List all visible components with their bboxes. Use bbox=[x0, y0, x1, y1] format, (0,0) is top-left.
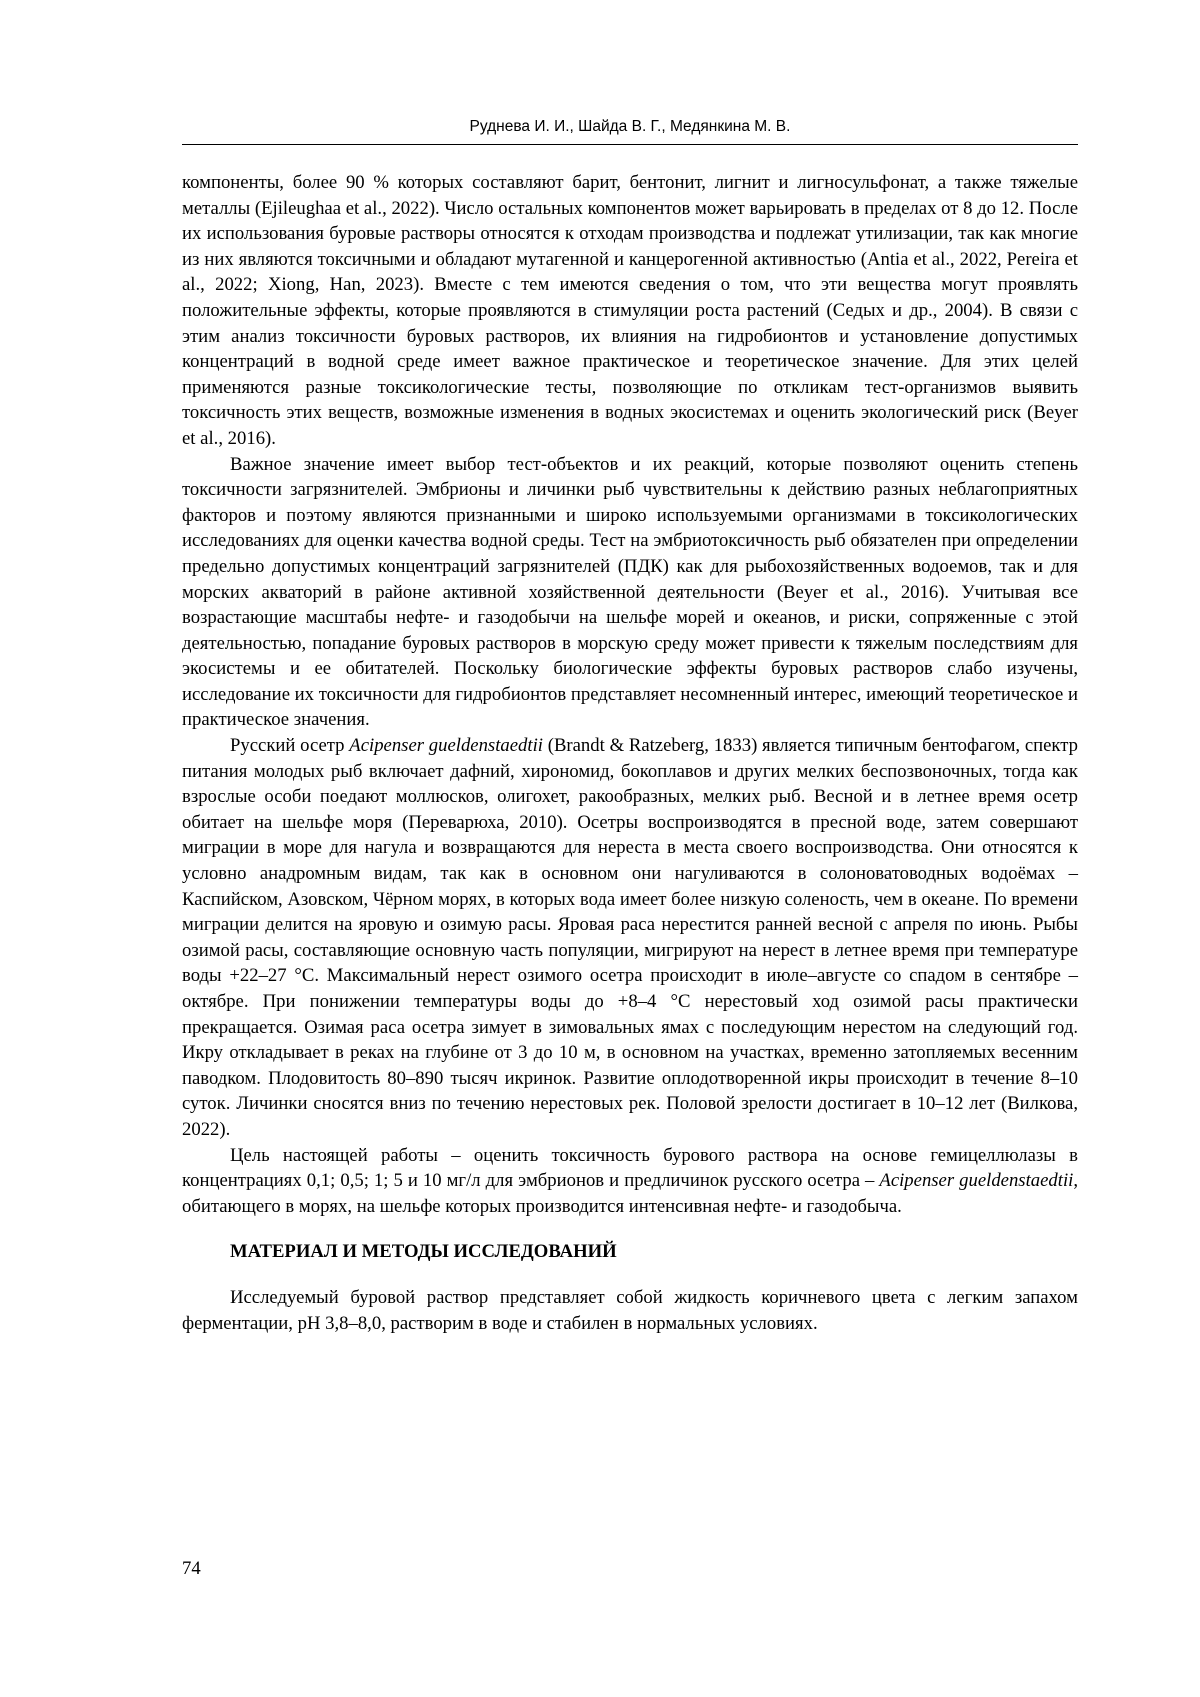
species-name: Acipenser gueldenstaedtii bbox=[349, 735, 543, 757]
paragraph-russian-sturgeon bbox=[182, 733, 1078, 1143]
paragraph-drilling-fluid-composition: компоненты, более 90 % которых составляют барит, бентонит, лигнит и лигносульфонат, а также тяжелые металлы (Ejileughaa et al., 2022). Число остальных компонентов может варьировать в пределах от 8 до 12. После их использования буровые растворы относятся к отходам производства и подлежат утилизации, так как многие из них являются токсичными и обладают мутагенной и канцерогенной активностью (Antia et al., 2022, Pereira et al., 2022; Xiong, Han, 2023). Вместе с тем имеются сведения о том, что эти вещества могут проявлять положительные эффекты, которые проявляются в стимуляции роста растений (Седых и др., 2004). В связи с этим анализ токсичности буровых растворов, их влияния на гидробионтов и установление допустимых концентраций в водной среде имеет важное практическое и теоретическое значение. Для этих целей применяются разные токсикологические тесты, позволяющие по откликам тест-организмов выявить токсичность этих веществ, возможные изменения в водных экосистемах и оценить экологический риск (Beyer et al., 2016). bbox=[182, 172, 1078, 449]
paragraph-text: Русский осетр bbox=[230, 735, 350, 757]
paragraph-text: Цель настоящей работы – оценить токсичность бурового раствора на основе гемицеллюлазы в концентрациях 0,1; 0,5; 1; 5 и 10 мг/л для эмбрионов и предличинок русского осетра – bbox=[182, 1144, 1078, 1192]
page-number: 74 bbox=[182, 1558, 201, 1579]
running-header-authors: Руднева И. И., Шайда В. Г., Медянкина М. В. bbox=[469, 118, 791, 135]
section-heading-methods: МАТЕРИАЛ И МЕТОДЫ ИССЛЕДОВАНИЙ bbox=[230, 1241, 617, 1263]
running-header bbox=[182, 116, 1078, 145]
body-text bbox=[182, 170, 1078, 1336]
species-name: Acipenser gueldenstaedtii bbox=[879, 1170, 1074, 1192]
paragraph-text: , обитающего в морях, на шельфе которых производится интенсивная нефте- и газодобыча. bbox=[182, 1170, 1079, 1217]
paragraph-text: (Brandt & Ratzeberg, 1833) является типичным бентофагом, спектр питания молодых рыб включает дафний, хирономид, бокоплавов и других мелких беспозвоночных, тогда как взрослые особи поедают моллюсков, олигохет, ракообразных, мелких рыб. Весной и в летнее время осетр обитает на шельфе моря (Переварюха, 2010). Осетры воспроизводятся в пресной воде, затем совершают миграции в море для нагула и возвращаются для нереста в места своего воспроизводства. Они относятся к условно анадромным видам, так как в основном они нагуливаются в солоноватоводных водоёмах – Каспийском, Азовском, Чёрном морях, в которых вода имеет более низкую соленость, чем в океане. По времени миграции делится на яровую и озимую расы. Яровая раса нерестится ранней весной с апреля по июнь. Рыбы озимой расы, составляющие основную часть популяции, мигрируют на нерест в летнее время при температуре воды +22–27 °С. Максимальный нерест озимого осетра происходит в июле–августе со спадом в сентябре – октябре. При понижении температуры воды до +8–4 °С нерестовый ход озимой расы практически прекращается. Озимая раса осетра зимует в зимовальных ямах с последующим нерестом на следующий год. Икру откладывает в реках на глубине от 3 до 10 м, в основном на участках, временно затопляемых весенним паводком. Плодовитость 80–890 тысяч икринок. Развитие оплодотворенной икры происходит в течение 8–10 суток. Личинки сносятся вниз по течению нерестовых рек. Половой зрелости достигает в 10–12 лет (Вилкова, 2022). bbox=[182, 735, 1079, 1140]
paragraph-test-objects: Важное значение имеет выбор тест-объектов и их реакций, которые позволяют оценить степень токсичности загрязнителей. Эмбрионы и личинки рыб чувствительны к действию разных неблагоприятных факторов и поэтому являются признанными и широко используемыми организмами в токсикологических исследованиях для оценки качества водной среды. Тест на эмбриотоксичность рыб обязателен при определении предельно допустимых концентраций загрязнителей (ПДК) как для рыбохозяйственных водоемов, так и для морских акваторий в районе активной хозяйственной деятельности (Beyer et al., 2016). Учитывая все возрастающие масштабы нефте- и газодобычи на шельфе морей и океанов, и риски, сопряженные с этой деятельностью, попадание буровых растворов в морскую среду может привести к тяжелым последствиям для экосистемы и ее обитателей. Поскольку биологические эффекты буровых растворов слабо изучены, исследование их токсичности для гидробионтов представляет несомненный интерес, имеющий теоретическое и практическое значения. bbox=[182, 453, 1078, 731]
paragraph-study-aim bbox=[182, 1143, 1078, 1220]
paragraph-methods: Исследуемый буровой раствор представляет собой жидкость коричневого цвета с легким запахом ферментации, pH 3,8–8,0, растворим в воде и стабилен в нормальных условиях. bbox=[182, 1286, 1078, 1334]
